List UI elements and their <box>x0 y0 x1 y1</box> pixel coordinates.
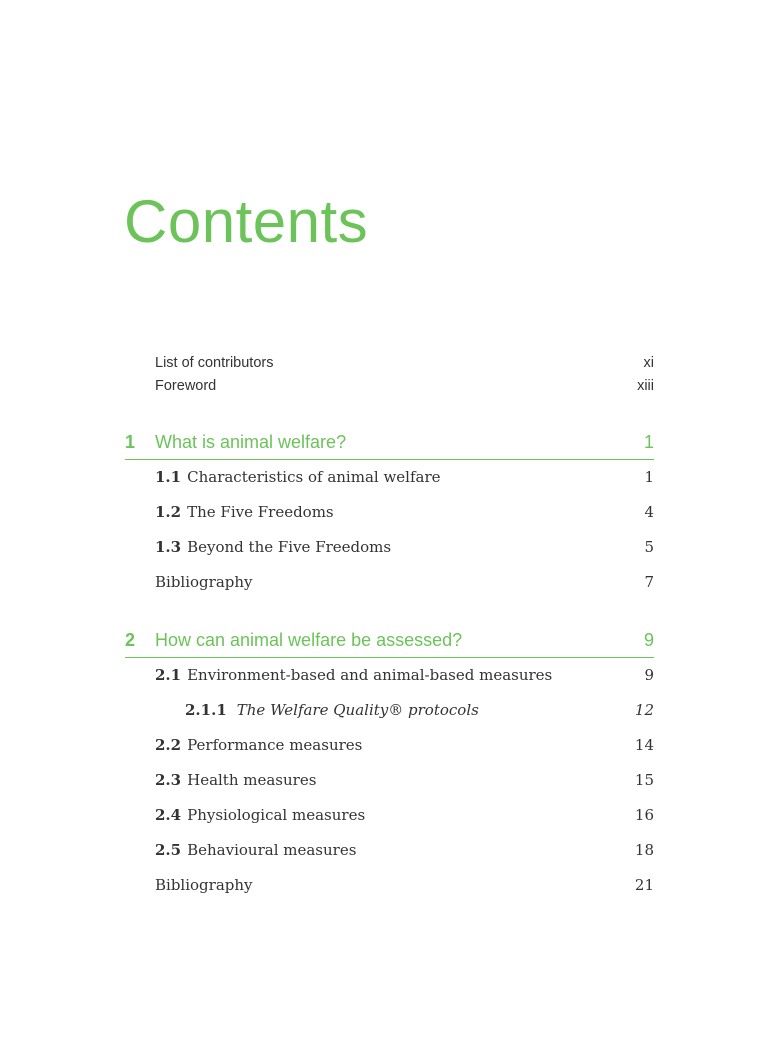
chapter-1 <box>125 432 654 600</box>
chapter-page: 9 <box>643 630 654 650</box>
section-page: 18 <box>634 841 654 859</box>
chapter-number: 2 <box>125 630 136 650</box>
toc-entry[interactable] <box>125 728 654 763</box>
toc-entry-label: List of contributors <box>155 355 274 371</box>
chapter-title: What is animal welfare? <box>155 432 347 452</box>
chapter-number: 1 <box>125 432 136 452</box>
section-page: 4 <box>644 503 654 521</box>
section-number: 2.5 <box>155 841 182 859</box>
front-matter-list <box>155 352 654 398</box>
toc-entry[interactable] <box>125 763 654 798</box>
section-title: The Welfare Quality® protocols <box>236 701 479 719</box>
chapter-2 <box>125 630 654 903</box>
section-title: Bibliography <box>155 573 253 591</box>
toc-entry-bibliography[interactable] <box>125 565 654 600</box>
section-page: 12 <box>634 701 654 719</box>
section-title: Physiological measures <box>187 806 366 824</box>
toc-entry-page: xiii <box>637 378 654 394</box>
page-title: Contents <box>124 188 369 255</box>
toc-entry[interactable] <box>125 658 654 693</box>
section-title: Environment-based and animal-based measures <box>187 666 553 684</box>
section-number: 2.2 <box>155 736 182 754</box>
chapter-heading[interactable] <box>125 630 654 658</box>
toc-entry-contributors[interactable] <box>155 352 654 375</box>
section-page: 9 <box>644 666 654 684</box>
section-title: Beyond the Five Freedoms <box>187 538 392 556</box>
section-page: 1 <box>644 468 654 486</box>
section-page: 14 <box>634 736 654 754</box>
section-page: 16 <box>634 806 654 824</box>
toc-entry-page: xi <box>643 355 654 371</box>
section-number: 1.2 <box>155 503 182 521</box>
chapter-title: How can animal welfare be assessed? <box>155 630 463 650</box>
toc-entry[interactable] <box>125 833 654 868</box>
toc-entry-foreword[interactable] <box>155 375 654 398</box>
section-title: Health measures <box>187 771 317 789</box>
section-number: 2.3 <box>155 771 182 789</box>
toc-entry-bibliography[interactable] <box>125 868 654 903</box>
chapter-page: 1 <box>643 432 654 452</box>
section-page: 5 <box>644 538 654 556</box>
section-title: The Five Freedoms <box>187 503 334 521</box>
section-number: 2.1 <box>155 666 182 684</box>
section-title: Characteristics of animal welfare <box>187 468 441 486</box>
toc-entry-label: Foreword <box>155 378 217 394</box>
section-page: 15 <box>634 771 654 789</box>
chapter-heading[interactable] <box>125 432 654 460</box>
toc-entry[interactable] <box>125 798 654 833</box>
section-title: Bibliography <box>155 876 253 894</box>
section-number: 1.3 <box>155 538 182 556</box>
section-number: 2.1.1 <box>185 701 227 719</box>
section-page: 7 <box>644 573 654 591</box>
toc-subentry[interactable] <box>125 693 654 728</box>
toc-entry[interactable] <box>125 460 654 495</box>
section-number: 1.1 <box>155 468 182 486</box>
toc-entry[interactable] <box>125 530 654 565</box>
section-number: 2.4 <box>155 806 182 824</box>
section-title: Performance measures <box>187 736 363 754</box>
section-page: 21 <box>634 876 654 894</box>
toc-entry[interactable] <box>125 495 654 530</box>
section-title: Behavioural measures <box>187 841 357 859</box>
